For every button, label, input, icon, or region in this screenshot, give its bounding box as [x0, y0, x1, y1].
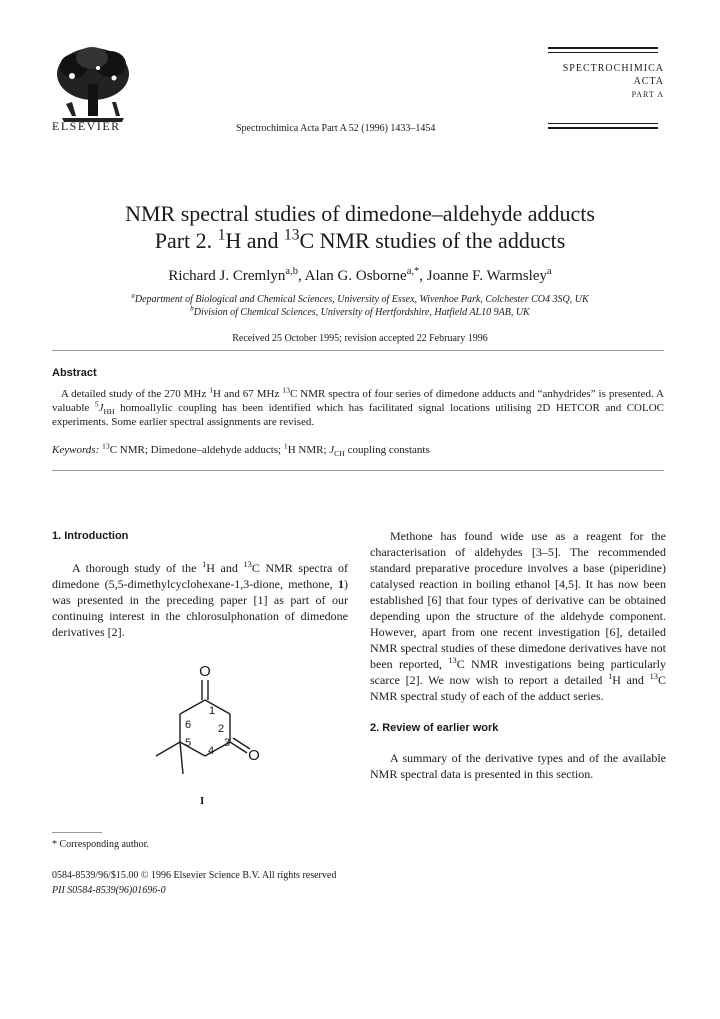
dimedone-structure	[150, 660, 280, 780]
ring-number-6: 6	[185, 719, 192, 731]
abstract-heading: Abstract	[52, 367, 97, 379]
intro-paragraph: A thorough study of the $^1$H and $^{13}$C NMR spectra of dimedone (5,5-dimethylcyclohexane-1,3-dione, methone, 1) was presented in the preceding paper [1] as part of our continuing interest in the chlorosulphonation of dimedone derivatives [2].	[52, 560, 348, 639]
left-column	[52, 528, 348, 640]
atom-o-right: O	[248, 747, 260, 764]
author-cremlyn: Richard J. Cremlyn	[168, 268, 286, 284]
abstract-rule-top	[52, 350, 664, 351]
affiliation-b: $^b$Division of Chemical Sciences, University of Hertfordshire, Hatfield AL10 9AB, UK	[190, 304, 530, 318]
journal-title	[534, 62, 664, 101]
author-warmsley: Joanne F. Warmsley	[426, 268, 547, 284]
ring-number-2: 2	[218, 723, 225, 735]
header-rule-top-2	[548, 52, 658, 53]
review-paragraph: A summary of the derivative types and of the available NMR spectral data is presented in this section.	[370, 751, 666, 781]
dimedone-structure-svg	[150, 660, 280, 780]
right-column	[370, 528, 666, 782]
pii-line: PII S0584-8539(96)01696-0	[52, 885, 166, 896]
compound-label: I	[200, 795, 205, 807]
ring-number-3: 3	[224, 737, 231, 749]
header-rule-top-1	[548, 47, 658, 49]
title-line1: NMR spectral studies of dimedone–aldehyde adducts	[125, 201, 595, 226]
citation: Spectrochimica Acta Part A 52 (1996) 1433–1454	[236, 123, 436, 134]
methone-paragraph: Methone has found wide use as a reagent for the characterisation of aldehydes [3–5]. The recommended standard preparative procedure involves a base (piperidine) catalysed reaction in boiling ethanol [4,5]. It has now been established [6] that four types of derivative can be obtained depending upon the structure of the aldehyde component. However, apart from one recent investigation [6], detailed NMR spectral studies of these dimedone derivatives have not been reported, $^{13}$C NMR investigations being particularly scarce [2]. We now wish to report a detailed $^1$H and $^{13}$C NMR spectral study of each of the adduct series.	[370, 529, 666, 703]
section-heading-review: 2. Review of earlier work	[370, 722, 499, 734]
affiliation-a: $^a$Department of Biological and Chemical Sciences, University of Essex, Wivenhoe Park, Colchester CO4 3SQ, UK	[131, 291, 589, 305]
copyright-line: 0584-8539/96/$15.00 © 1996 Elsevier Science B.V. All rights reserved	[52, 870, 337, 881]
section-heading-introduction: 1. Introduction	[52, 530, 129, 542]
article-title	[0, 200, 720, 254]
author-list: Richard J. Cremlyn$^{a,b}$, Alan G. Osborne$^{a,*}$, Joanne F. Warmsley$^a$	[168, 266, 552, 284]
journal-part: PART A	[631, 90, 664, 99]
author-osborne: Alan G. Osborne	[304, 268, 407, 284]
atom-o-top: O	[199, 663, 211, 680]
footnote-rule	[52, 832, 102, 833]
ring-number-4: 4	[208, 745, 215, 757]
keywords: Keywords: $^{13}$C NMR; Dimedone–aldehyde adducts; $^1$H NMR; $J_{CH}$ coupling constants	[52, 441, 430, 459]
ring-number-1: 1	[209, 705, 216, 717]
abstract-text: A detailed study of the 270 MHz $^1$H and 67 MHz $^{13}$C NMR spectra of four series of dimedone adducts and “anhydrides” is presented. A valuable $^5J_{HH}$ homoallylic coupling has been identified which has facilitated signal locations utilising 2D HETCOR and COLOC experiments. Some earlier spectral assignments are revised.	[52, 385, 665, 428]
journal-title-line1: SPECTROCHIMICA	[562, 63, 664, 74]
elsevier-tree-logo	[52, 44, 134, 124]
header-rule-bottom-1	[548, 123, 658, 124]
journal-title-line2: ACTA	[633, 76, 664, 87]
keywords-label: Keywords:	[52, 444, 100, 456]
title-line2: Part 2. $^1$H and $^{13}$C NMR studies of the adducts	[154, 226, 566, 253]
received-dates: Received 25 October 1995; revision accepted 22 February 1996	[232, 333, 488, 344]
abstract-rule-bottom	[52, 470, 664, 471]
affiliations	[0, 293, 720, 319]
header-rule-bottom-2	[548, 127, 658, 129]
publisher-name: ELSEVIER	[52, 119, 121, 133]
ring-number-5: 5	[185, 737, 192, 749]
corresponding-author-footnote: * Corresponding author.	[52, 839, 149, 850]
copyright-notice	[52, 868, 336, 898]
